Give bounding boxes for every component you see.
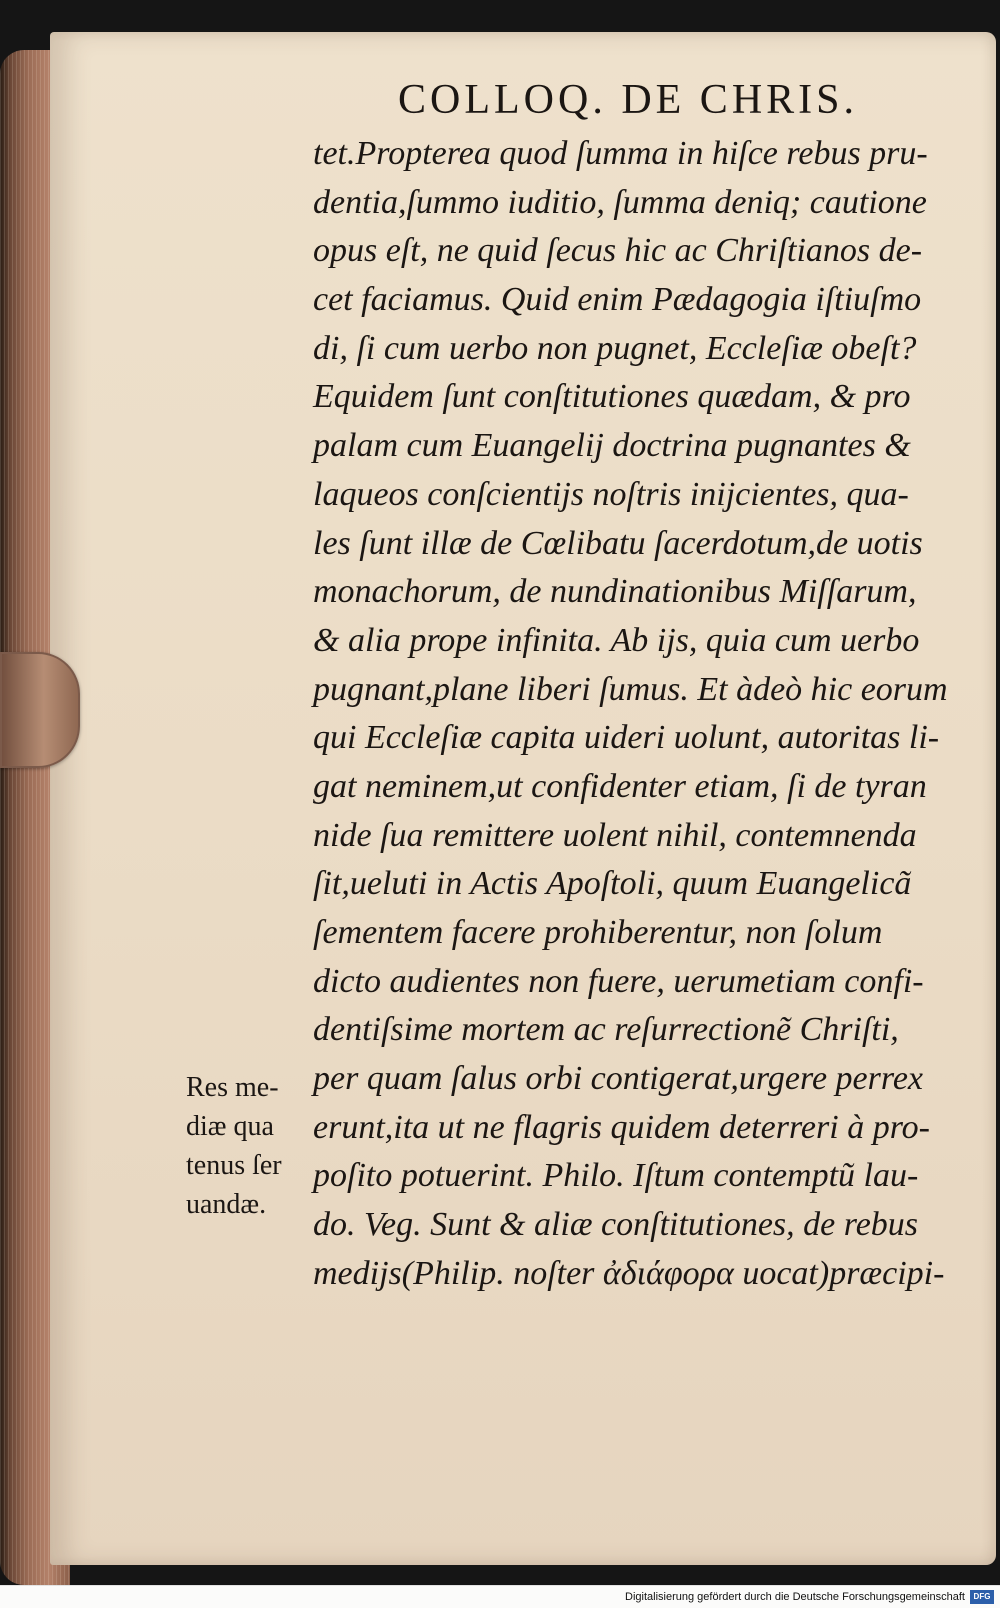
text-line: medijs(Philip. noſter ἀδιάφορα uocat)præcipi- — [313, 1254, 945, 1292]
text-line: palam cum Euangelij doctrina pugnantes & — [313, 427, 911, 465]
text-line: dentiſsime mortem ac reſurrectionẽ Chriſti, — [313, 1011, 899, 1049]
dfg-logo: DFG — [970, 1590, 994, 1604]
text-line: di, ſi cum uerbo non pugnet, Eccleſiæ obeſt? — [313, 329, 917, 367]
main-text-column — [313, 130, 948, 1299]
text-line: & alia prope infinita. Ab ijs, quia cum uerbo — [313, 621, 920, 659]
text-line: opus eſt, ne quid ſecus hic ac Chriſtianos de- — [313, 232, 923, 270]
marginal-note — [186, 1068, 301, 1224]
text-line: per quam ſalus orbi contigerat,urgere perrex — [313, 1060, 924, 1098]
text-line: poſito potuerint. Philo. Iſtum contemptũ lau- — [313, 1157, 919, 1195]
book-clasp — [0, 652, 80, 768]
text-line: qui Eccleſiæ capita uideri uolunt, autoritas li- — [313, 719, 940, 757]
text-line: monachorum, de nundinationibus Miſſarum, — [313, 573, 917, 611]
text-line: dentia,ſummo iuditio, ſumma deniq; cautione — [313, 183, 927, 221]
digitization-footer — [0, 1585, 1000, 1608]
marginal-note-line: tenus ſer — [186, 1150, 282, 1181]
text-line: les ſunt illæ de Cœlibatu ſacerdotum,de uotis — [313, 524, 923, 562]
text-line: dicto audientes non fuere, uerumetiam confi- — [313, 962, 924, 1000]
marginal-note-line: Res me- — [186, 1072, 279, 1103]
text-line: tet.Propterea quod ſumma in hiſce rebus pru- — [313, 135, 928, 172]
marginal-note-line: diæ qua — [186, 1111, 274, 1142]
text-line: ſit,ueluti in Actis Apoſtoli, quum Euangelicã — [313, 865, 912, 903]
text-line: pugnant,plane liberi ſumus. Et àdeò hic eorum — [313, 670, 948, 708]
text-line: Equidem ſunt conſtitutiones quædam, & pro — [313, 378, 911, 416]
text-line: erunt,ita ut ne flagris quidem deterreri à pro- — [313, 1108, 930, 1146]
dfg-credit: Digitalisierung gefördert durch die Deutsche Forschungsgemeinschaft — [625, 1591, 965, 1603]
running-header: COLLOQ. DE CHRIS. — [398, 77, 859, 123]
marginal-note-line: uandæ. — [186, 1189, 267, 1220]
text-line: laqueos conſcientijs noſtris inijcientes, qua- — [313, 475, 909, 513]
text-line: ſementem facere prohiberentur, non ſolum — [313, 914, 883, 951]
text-line: nide ſua remittere uolent nihil, contemnenda — [313, 816, 917, 854]
text-line: cet faciamus. Quid enim Pædagogia iſtiuſmo — [313, 281, 922, 319]
text-line: do. Veg. Sunt & aliæ conſtitutiones, de rebus — [313, 1206, 919, 1244]
text-line: gat neminem,ut confidenter etiam, ſi de tyran — [313, 767, 927, 805]
